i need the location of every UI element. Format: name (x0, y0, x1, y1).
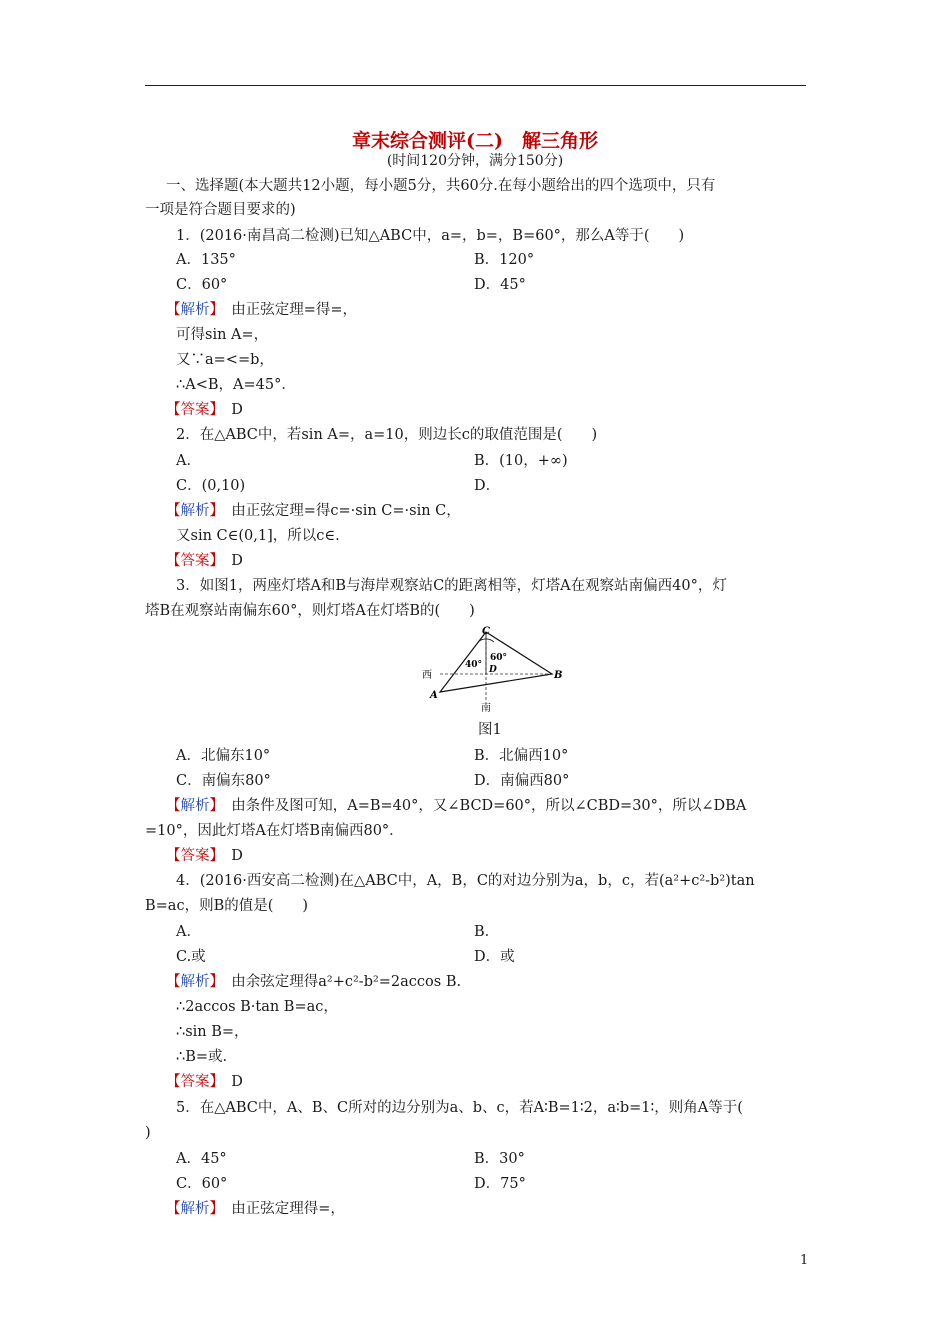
tag-bracket-left: 【 (166, 302, 181, 318)
analysis-tag: 解析 (180, 1201, 210, 1217)
q3-option-c: C．南偏东80° (176, 773, 271, 789)
analysis-tag: 解析 (180, 503, 210, 519)
q5-analysis-line1: 【解析】 由正弦定理得=， (166, 1201, 345, 1217)
q5-option-d: D．75° (474, 1176, 526, 1192)
label-60: 60° (490, 653, 508, 663)
q4-analysis-line3: ∴sin B=， (176, 1024, 249, 1040)
figure-caption: 图1 (478, 722, 502, 738)
q3-analysis-line2: =10°，因此灯塔A在灯塔B南偏西80°． (145, 823, 404, 839)
q4-analysis-line2: ∴2accos B·tan B=ac， (176, 999, 338, 1015)
q2-option-b: B．(10，+∞) (474, 453, 568, 469)
q5-analysis-text: 由正弦定理得=， (216, 1201, 345, 1217)
q4-option-c: C.或 (176, 949, 206, 965)
q1-analysis-text: 由正弦定理=得=， (216, 302, 358, 318)
q2-option-c: C．(0,10) (176, 478, 246, 494)
q1-option-c: C．60° (176, 277, 228, 293)
q4-answer-value: D (216, 1074, 243, 1090)
q4-analysis-text: 由余弦定理得a²+c²-b²=2accos B. (216, 974, 462, 990)
q2-answer-value: D (216, 553, 243, 569)
q3-option-a: A．北偏东10° (176, 748, 271, 764)
q1-option-a: A．135° (176, 252, 236, 268)
page-number: 1 (800, 1253, 809, 1268)
q2-analysis-line1: 【解析】 由正弦定理=得c=·sin C=·sin C， (166, 503, 461, 519)
label-c: C (482, 626, 490, 637)
q4-answer: 【答案】 D (166, 1074, 243, 1090)
label-south: 南 (481, 703, 491, 714)
q3-option-d: D．南偏西80° (474, 773, 570, 789)
q4-option-d: D．或 (474, 949, 515, 965)
q1-analysis-line2: 可得sin A=， (176, 327, 269, 343)
analysis-tag: 解析 (180, 974, 210, 990)
q3-analysis-line1: 【解析】 由条件及图可知，A=B=40°，又∠BCD=60°，所以∠CBD=30°，所以∠DBA (166, 798, 747, 814)
q1-answer-value: D (216, 402, 243, 418)
section-intro-line1: 一、选择题(本大题共12小题，每小题5分，共60分.在每小题给出的四个选项中，只有 (166, 178, 716, 194)
q1-analysis-line4: ∴A<B，A=45°． (176, 377, 296, 393)
analysis-tag: 解析 (180, 798, 210, 814)
answer-tag: 答案 (180, 553, 210, 569)
q3-stem-line2: 塔B在观察站南偏东60°，则灯塔A在灯塔B的( ) (145, 603, 475, 619)
q2-answer: 【答案】 D (166, 553, 243, 569)
q1-stem: 1．(2016·南昌高二检测)已知△ABC中，a=，b=，B=60°，那么A等于( ) (176, 228, 685, 244)
q2-option-d: D． (474, 478, 501, 494)
q1-analysis-line1 (166, 301, 357, 319)
q1-option-d: D．45° (474, 277, 526, 293)
q2-option-a: A． (176, 453, 201, 469)
q5-option-a: A．45° (176, 1151, 227, 1167)
q5-stem-line2: ) (145, 1125, 151, 1141)
label-west: 西 (422, 670, 432, 681)
label-a: A (430, 690, 438, 701)
q2-analysis-line2: 又sin C∈(0,1]，所以c∈. (176, 528, 340, 544)
q4-option-a: A． (176, 924, 201, 940)
q2-analysis-text: 由正弦定理=得c=·sin C=·sin C， (216, 503, 461, 519)
header-rule (145, 85, 806, 86)
page-subtitle: (时间120分钟，满分150分) (386, 153, 564, 169)
q4-analysis-line1: 【解析】 由余弦定理得a²+c²-b²=2accos B. (166, 974, 462, 990)
q3-stem-line1: 3．如图1，两座灯塔A和B与海岸观察站C的距离相等，灯塔A在观察站南偏西40°，灯 (176, 578, 727, 594)
q4-option-b: B． (474, 924, 500, 940)
answer-tag: 答案 (180, 1074, 210, 1090)
q4-analysis-line4: ∴B=或. (176, 1049, 228, 1065)
q5-option-b: B．30° (474, 1151, 525, 1167)
q3-answer-value: D (216, 848, 243, 864)
section-intro-line2: 一项是符合题目要求的) (145, 202, 296, 218)
page-title: 章末综合测评(二) 解三角形 (352, 130, 598, 152)
q3-option-b: B．北偏西10° (474, 748, 569, 764)
lighthouse-diagram (418, 622, 578, 714)
label-d: D (489, 665, 497, 675)
tag-bracket-right: 】 (209, 302, 217, 318)
label-b: B (554, 670, 563, 681)
q1-answer: 【答案】 D (166, 402, 243, 418)
q1-option-b: B．120° (474, 252, 535, 268)
q2-stem: 2．在△ABC中，若sin A=，a=10，则边长c的取值范围是( ) (176, 427, 598, 443)
q4-stem-line1: 4．(2016·西安高二检测)在△ABC中，A，B，C的对边分别为a，b，c，若(a²+c²-b²)tan (176, 873, 755, 889)
answer-tag: 答案 (180, 402, 210, 418)
q5-stem-line1: 5．在△ABC中，A、B、C所对的边分别为a、b、c，若A∶B=1∶2，a∶b=1∶，则角A等于( (176, 1100, 743, 1116)
q4-stem-line2: B=ac，则B的值是( ) (145, 898, 309, 914)
q3-answer: 【答案】 D (166, 848, 243, 864)
q3-analysis-text: 由条件及图可知，A=B=40°，又∠BCD=60°，所以∠CBD=30°，所以∠DBA (216, 798, 747, 814)
q1-analysis-line3: 又∵a=<=b， (176, 352, 274, 368)
label-40: 40° (465, 660, 483, 670)
answer-tag: 答案 (180, 848, 210, 864)
q5-option-c: C．60° (176, 1176, 228, 1192)
analysis-tag: 解析 (180, 302, 210, 318)
